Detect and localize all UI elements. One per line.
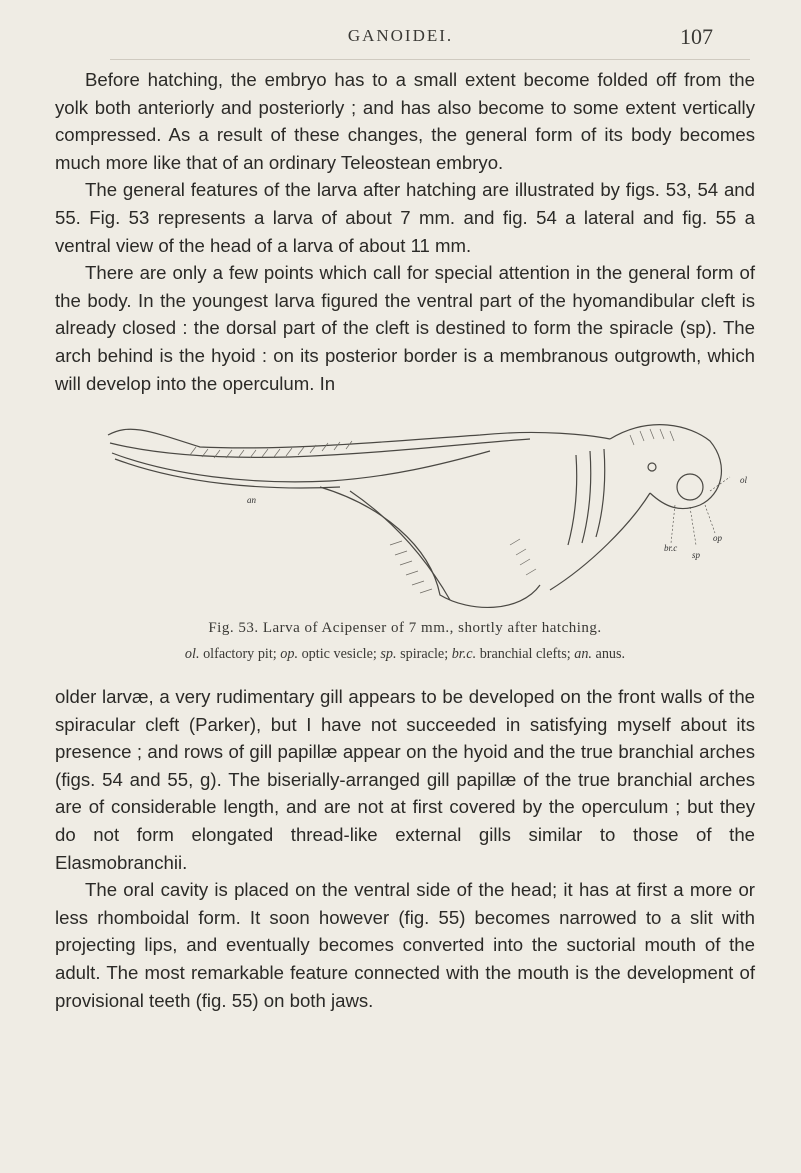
key-text: spiracle; [400, 646, 449, 662]
page-number: 107 [680, 24, 713, 49]
text-block-bottom [55, 683, 755, 1014]
paragraph: The oral cavity is placed on the ventral side of the head; it has at first a more or less rhomboidal form. It soon however (fig. 55) becomes narrowed to a slit with projecting lips, and eventually becomes converted into the suctorial mouth of the adult. The most remarkable feature connected with the mouth is the development of provisional teeth (fig. 55) on both jaws. [55, 879, 755, 1011]
label-brc: br.c [664, 543, 678, 553]
label-sp: sp [692, 550, 701, 560]
key-text: optic vesicle; [301, 646, 377, 662]
header-rule [110, 59, 750, 60]
figure-53 [90, 395, 770, 620]
paragraph: older larvæ, a very rudimentary gill appears to be developed on the front walls of the spiracular cleft (Parker), but I have not succeeded in satisfying myself about its presence ; and rows of gill papillæ appear on the hyoid and the true branchial arches (figs. 54 and 55, g). The biserially-arranged gill papillæ of the true branchial arches are of considerable length, and are not at first covered by the operculum ; but they do not form elongated thread-like external gills similar to those of the Elasmobranchii. [55, 686, 755, 873]
label-ol: ol [740, 475, 748, 485]
running-title: GANOIDEI. [347, 26, 454, 45]
paragraph: The general features of the larva after hatching are illustrated by figs. 53, 54 and 55. Fig. 53 represents a larva of about 7 mm. and fig. 54 a lateral and fig. 55 a ventral view of the head of a larva of about 11 mm. [55, 179, 755, 256]
key-abbr: ol. [184, 646, 200, 662]
label-an: an [247, 495, 256, 505]
key-text: branchial clefts; [479, 646, 571, 662]
figure-key [55, 646, 755, 663]
running-head [0, 24, 801, 54]
figure-caption: Fig. 53. Larva of Acipenser of 7 mm., shortly after hatching. [208, 620, 602, 636]
key-text: olfactory pit; [203, 646, 277, 662]
larva-illustration [90, 395, 770, 620]
key-abbr: br.c. [451, 646, 477, 662]
paragraph: Before hatching, the embryo has to a small extent become folded off from the yolk both anteriorly and posteriorly ; and has also become to some extent vertically compressed. As a result of these changes, the general form of its body becomes much more like that of an ordinary Teleostean embryo. [55, 69, 755, 173]
key-abbr: op. [280, 646, 299, 662]
text-block-top [55, 66, 755, 397]
key-abbr: an. [574, 646, 592, 662]
key-text: anus. [595, 646, 626, 662]
label-op: op [713, 533, 722, 543]
key-abbr: sp. [380, 646, 397, 662]
paragraph: There are only a few points which call for special attention in the general form of the body. In the youngest larva figured the ventral part of the hyomandibular cleft is already closed : the dorsal part of the cleft is destined to form the spiracle (sp). The arch behind is the hyoid : on its posterior border is a membranous outgrowth, which will develop into the operculum. In [55, 262, 755, 394]
